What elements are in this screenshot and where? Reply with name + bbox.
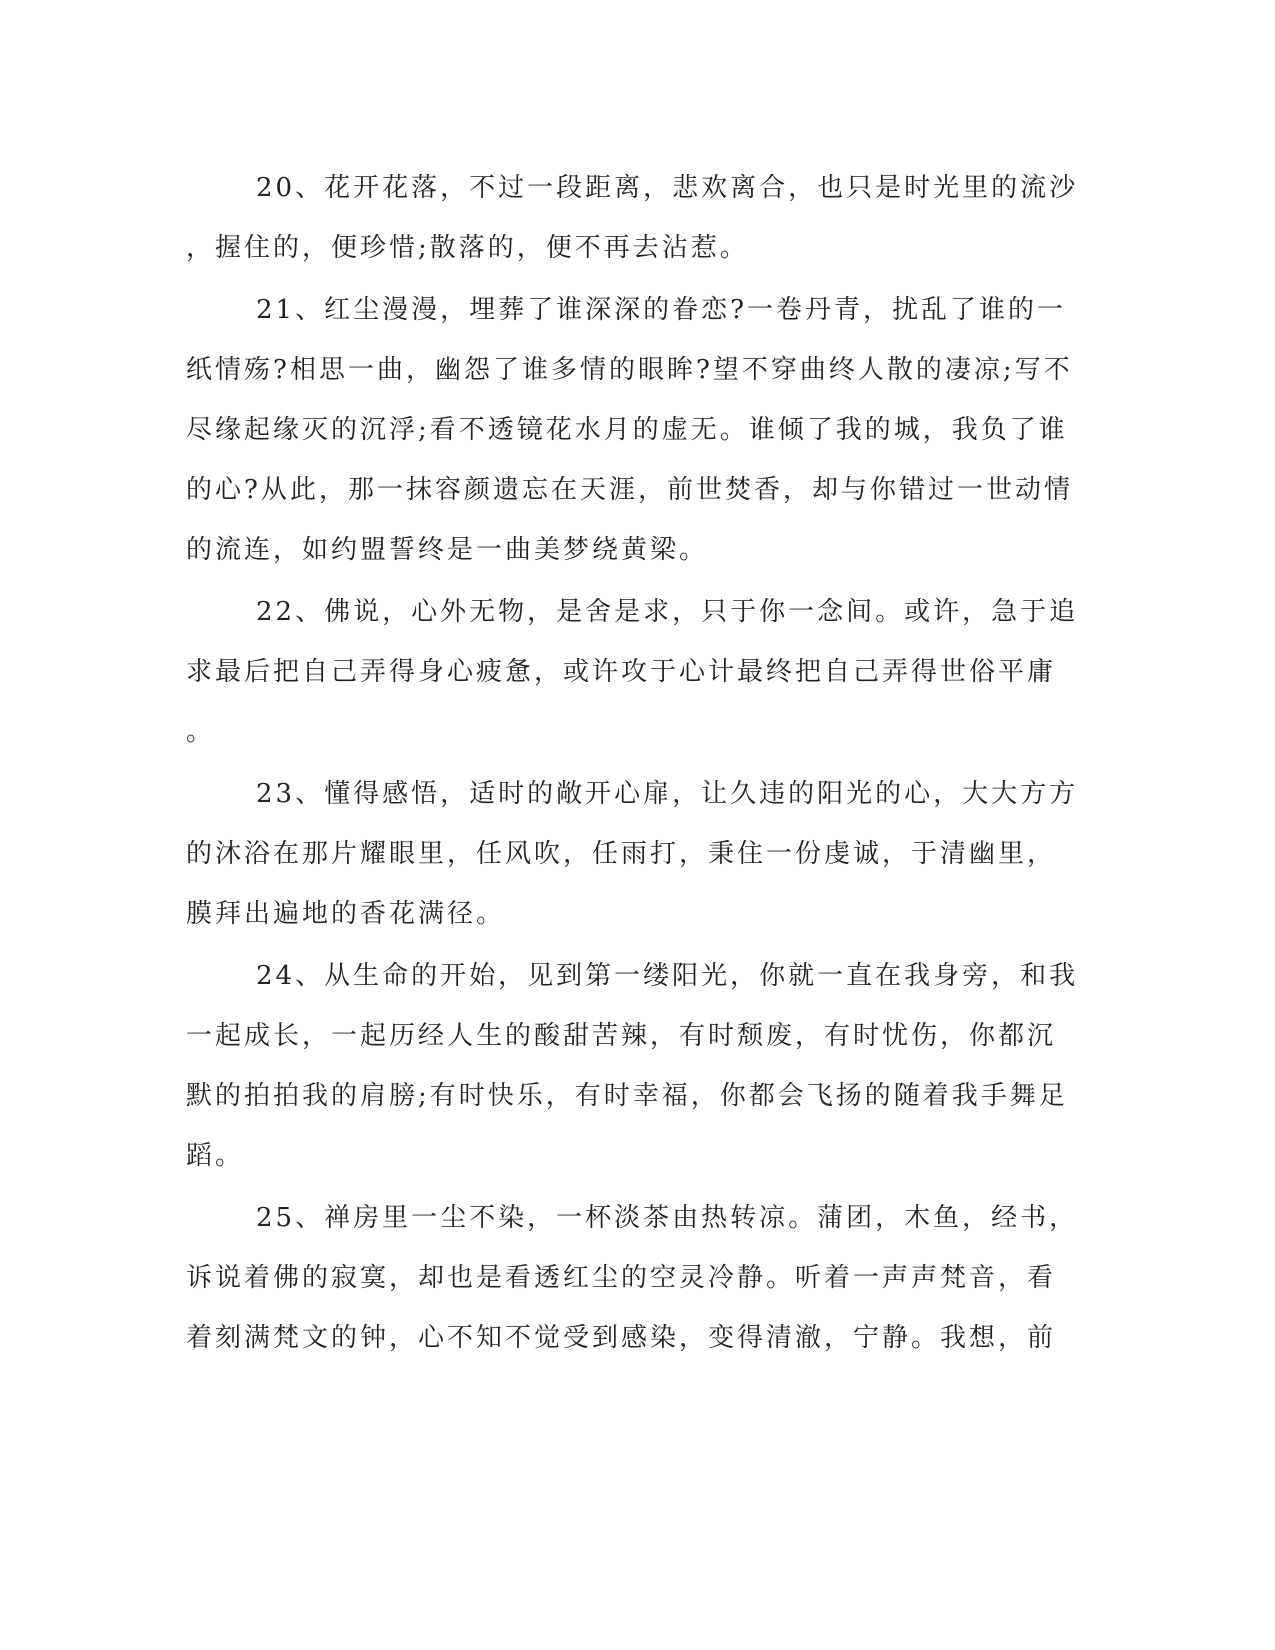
paragraph-22 bbox=[186, 582, 1079, 762]
paragraph-23 bbox=[186, 764, 1079, 944]
paragraph-line: 。 bbox=[186, 717, 216, 747]
paragraph-line: 22、佛说，心外无物，是舍是求，只于你一念间。或许，急于追 bbox=[256, 597, 1079, 627]
paragraph-line: 24、从生命的开始，见到第一缕阳光，你就一直在我身旁，和我 bbox=[256, 961, 1079, 991]
paragraph-20 bbox=[186, 158, 1079, 278]
paragraph-line: 蹈。 bbox=[186, 1141, 245, 1171]
paragraph-line: 23、懂得感悟，适时的敞开心扉，让久违的阳光的心，大大方方 bbox=[256, 779, 1079, 809]
paragraph-24 bbox=[186, 946, 1079, 1186]
paragraph-line: 纸情殇?相思一曲，幽怨了谁多情的眼眸?望不穿曲终人散的凄凉;写不 bbox=[186, 355, 1073, 385]
paragraph-line: 默的拍拍我的肩膀;有时快乐，有时幸福，你都会飞扬的随着我手舞足 bbox=[186, 1081, 1068, 1111]
paragraph-line: 25、禅房里一尘不染，一杯淡茶由热转凉。蒲团，木鱼，经书， bbox=[256, 1203, 1079, 1233]
paragraph-line: 20、花开花落，不过一段距离，悲欢离合，也只是时光里的流沙 bbox=[256, 173, 1079, 203]
paragraph-line: 尽缘起缘灭的沉浮;看不透镜花水月的虚无。谁倾了我的城，我负了谁 bbox=[186, 415, 1068, 445]
paragraph-line: 诉说着佛的寂寞，却也是看透红尘的空灵冷静。听着一声声梵音，看 bbox=[186, 1263, 1057, 1293]
paragraph-line: ，握住的，便珍惜;散落的，便不再去沾惹。 bbox=[186, 233, 749, 263]
paragraph-line: 膜拜出遍地的香花满径。 bbox=[186, 899, 506, 929]
paragraph-line: 一起成长，一起历经人生的酸甜苦辣，有时颓废，有时忧伤，你都沉 bbox=[186, 1021, 1057, 1051]
paragraph-line: 着刻满梵文的钟，心不知不觉受到感染，变得清澈，宁静。我想，前 bbox=[186, 1323, 1057, 1353]
paragraph-line: 的流连，如约盟誓终是一曲美梦绕黄梁。 bbox=[186, 535, 709, 565]
paragraph-line: 的心?从此，那一抹容颜遗忘在天涯，前世焚香，却与你错过一世动情 bbox=[186, 475, 1073, 505]
paragraph-line: 的沐浴在那片耀眼里，任风吹，任雨打，秉住一份虔诚，于清幽里， bbox=[186, 839, 1057, 869]
paragraph-25 bbox=[186, 1188, 1079, 1368]
paragraph-line: 求最后把自己弄得身心疲惫，或许攻于心计最终把自己弄得世俗平庸 bbox=[186, 657, 1057, 687]
paragraph-21 bbox=[186, 280, 1073, 580]
document-body bbox=[186, 158, 1079, 1370]
paragraph-line: 21、红尘漫漫，埋葬了谁深深的眷恋?一卷丹青，扰乱了谁的一 bbox=[256, 295, 1067, 325]
